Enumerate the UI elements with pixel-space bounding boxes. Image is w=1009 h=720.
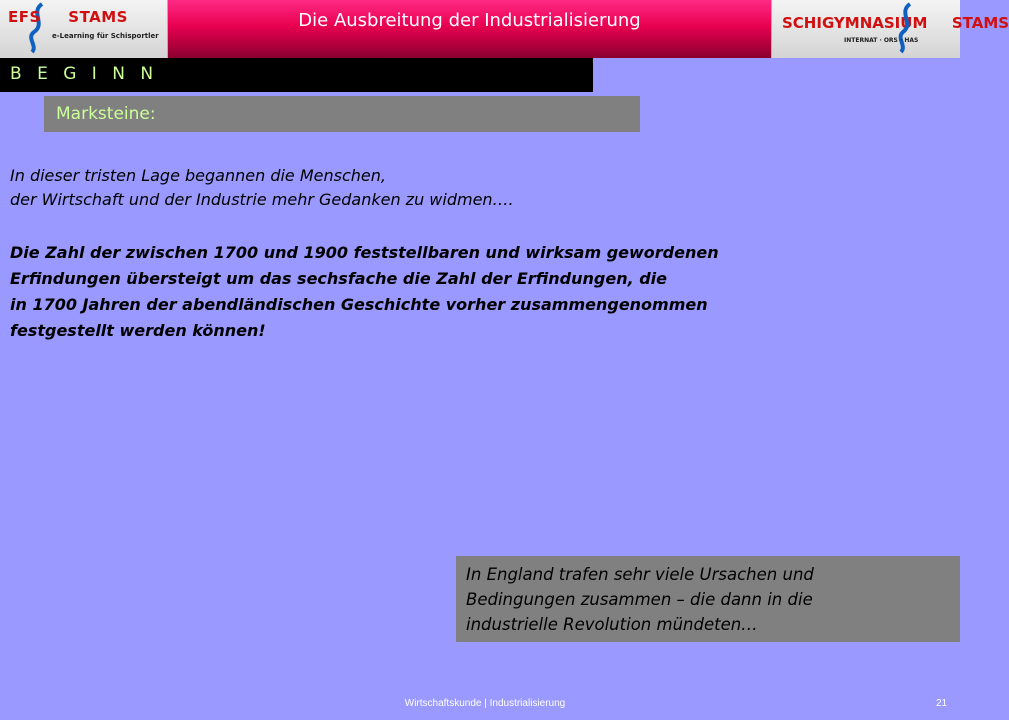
title-bar xyxy=(168,0,771,58)
intro-line: In dieser tristen Lage begannen die Menschen, xyxy=(10,166,386,185)
intro-paragraph xyxy=(10,164,950,212)
logo-right-subtitle: INTERNAT · ORS · HAS xyxy=(844,37,919,44)
footer-text: Wirtschaftskunde | Industrialisierung xyxy=(404,698,566,709)
swoosh-icon xyxy=(896,2,916,54)
main-line: festgestellt werden können! xyxy=(10,321,266,340)
subheading-box xyxy=(44,96,640,132)
section-label-bar xyxy=(0,58,593,92)
subheading: Marksteine: xyxy=(56,104,156,124)
main-paragraph xyxy=(10,240,955,344)
page-number: 21 xyxy=(936,698,948,709)
main-line: in 1700 Jahren der abendländischen Geschichte vorher zusammengenommen xyxy=(10,295,708,314)
note-line: industrielle Revolution mündeten… xyxy=(466,615,758,634)
intro-line: der Wirtschaft und der Industrie mehr Gedanken zu widmen…. xyxy=(10,190,514,209)
main-line: Erfindungen übersteigt um das sechsfache die Zahl der Erfindungen, die xyxy=(10,269,668,288)
logo-right-brand-a: SCHIGYMNASIUM xyxy=(782,14,928,32)
logo-left-brand-a: EFS xyxy=(8,8,41,26)
efs-stams-logo xyxy=(0,0,168,58)
note-box xyxy=(456,556,960,642)
logo-left-subtitle: e-Learning für Schisportler xyxy=(52,32,159,40)
note-line: In England trafen sehr viele Ursachen und xyxy=(466,565,814,584)
section-label: B E G I N N xyxy=(10,64,159,84)
logo-left-brand-b: STAMS xyxy=(68,8,128,26)
slide-title: Die Ausbreitung der Industrialisierung xyxy=(298,10,641,31)
main-line: Die Zahl der zwischen 1700 und 1900 feststellbaren und wirksam gewordenen xyxy=(10,243,719,262)
header-bar xyxy=(0,0,1009,58)
schigymnasium-stams-logo xyxy=(771,0,1009,58)
note-line: Bedingungen zusammen – die dann in die xyxy=(466,590,813,609)
logo-right-brand-b: STAMS xyxy=(951,14,1009,32)
